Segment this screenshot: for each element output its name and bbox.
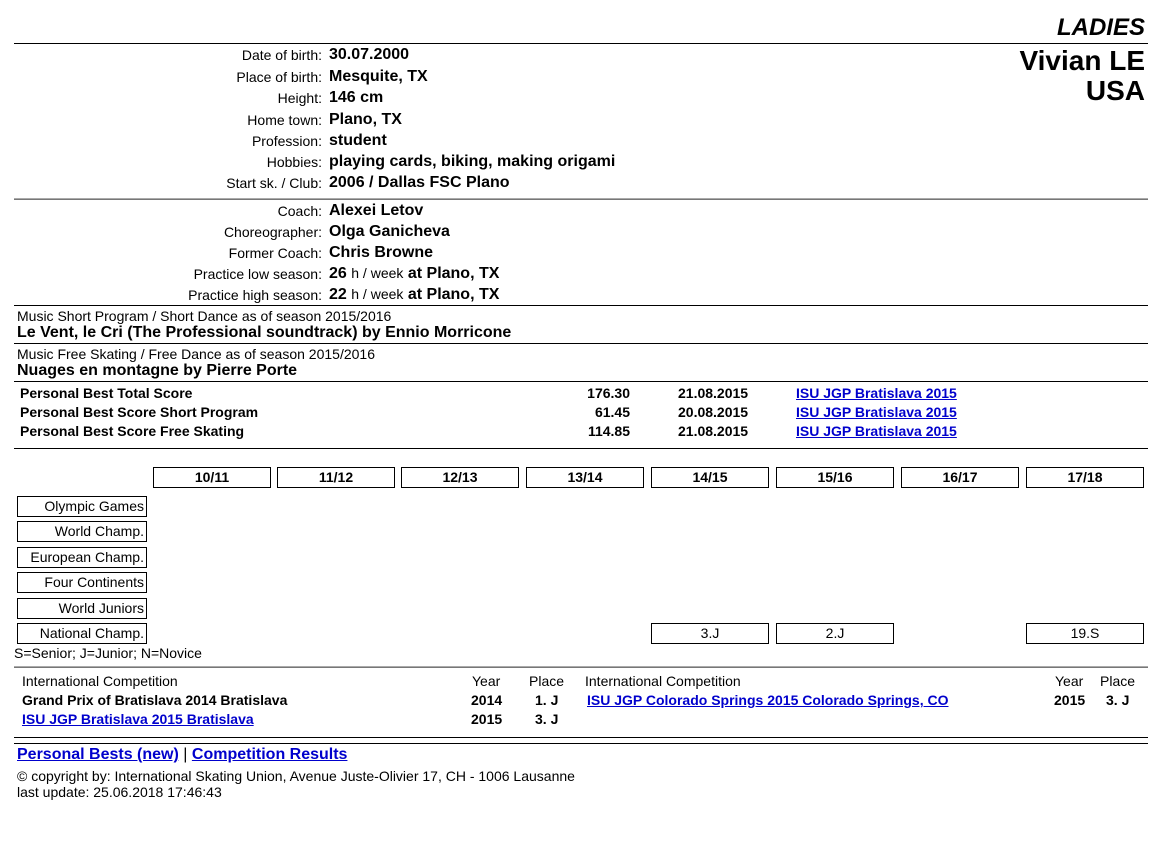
bio-label: Home town: xyxy=(247,112,322,128)
coach-value: Alexei Letov xyxy=(329,202,424,219)
bio-label: Start sk. / Club: xyxy=(226,175,322,191)
event-world-juniors: World Juniors xyxy=(17,598,147,619)
event-world-champ: World Champ. xyxy=(17,521,147,542)
intl-col-place: Place xyxy=(529,673,565,689)
pb-event-link[interactable]: ISU JGP Bratislava 2015 xyxy=(796,423,957,439)
intl-col-year: Year xyxy=(472,673,501,689)
bio-value: 2006 / Dallas FSC Plano xyxy=(329,174,510,191)
bio-label: Hobbies: xyxy=(266,154,322,170)
pb-label: Personal Best Total Score xyxy=(20,385,193,401)
footer-links xyxy=(17,746,347,764)
intl-col-year: Year xyxy=(1055,673,1084,689)
category-label: LADIES xyxy=(1056,14,1145,41)
music-free-label: Music Free Skating / Free Dance as of season 2015/2016 xyxy=(17,346,375,362)
season-header: 10/11 xyxy=(153,467,271,488)
bio-label: Height: xyxy=(277,90,322,106)
practice-hours: 22 xyxy=(329,286,347,303)
music-short-title: Le Vent, le Cri (The Professional soundtrack) by Ennio Morricone xyxy=(17,324,512,341)
practice-unit: h / week xyxy=(351,265,404,281)
coach-label: Coach: xyxy=(277,203,322,219)
national-result-14-15: 3.J xyxy=(651,623,769,644)
pb-date: 20.08.2015 xyxy=(678,404,749,420)
event-national-champ: National Champ. xyxy=(17,623,147,644)
bio-value: 146 cm xyxy=(329,89,384,106)
season-header: 15/16 xyxy=(776,467,894,488)
bio-value: playing cards, biking, making origami xyxy=(329,153,616,170)
national-result-17-18: 19.S xyxy=(1026,623,1144,644)
practice-low-value xyxy=(329,265,499,283)
competition-results-link[interactable]: Competition Results xyxy=(191,746,348,763)
copyright-text: © copyright by: International Skating Union, Avenue Juste-Olivier 17, CH - 1006 Lausanne xyxy=(17,768,575,784)
last-update-text: last update: 25.06.2018 17:46:43 xyxy=(17,784,222,800)
season-header: 13/14 xyxy=(526,467,644,488)
practice-place: at Plano, TX xyxy=(407,286,500,303)
divider xyxy=(14,737,1148,738)
intl-col-comp: International Competition xyxy=(585,673,741,689)
intl-comp-name: Grand Prix of Bratislava 2014 Bratislava xyxy=(22,692,288,708)
skater-name: Vivian LE xyxy=(1019,45,1145,76)
event-european-champ: European Champ. xyxy=(17,547,147,568)
divider xyxy=(14,43,1148,44)
intl-comp-link[interactable]: ISU JGP Bratislava 2015 Bratislava xyxy=(22,711,254,727)
music-free-title: Nuages en montagne by Pierre Porte xyxy=(17,362,298,379)
bio-value: student xyxy=(329,132,387,149)
level-legend: S=Senior; J=Junior; N=Novice xyxy=(14,645,202,661)
intl-comp-year: 2015 xyxy=(471,711,503,727)
pb-score: 61.45 xyxy=(594,404,630,420)
intl-col-comp: International Competition xyxy=(22,673,178,689)
intl-comp-link[interactable]: ISU JGP Colorado Springs 2015 Colorado Springs, CO xyxy=(587,692,949,708)
pb-score: 114.85 xyxy=(587,423,630,439)
practice-high-value xyxy=(329,286,499,304)
season-header: 12/13 xyxy=(401,467,519,488)
practice-place: at Plano, TX xyxy=(407,265,500,282)
season-header: 16/17 xyxy=(901,467,1019,488)
intl-comp-year: 2015 xyxy=(1054,692,1086,708)
personal-bests-link[interactable]: Personal Bests (new) xyxy=(17,746,179,763)
season-header: 17/18 xyxy=(1026,467,1144,488)
event-four-continents: Four Continents xyxy=(17,572,147,593)
pb-event-link[interactable]: ISU JGP Bratislava 2015 xyxy=(796,404,957,420)
practice-unit: h / week xyxy=(351,286,404,302)
choreographer-label: Choreographer: xyxy=(223,224,322,240)
footer-separator: | xyxy=(183,746,188,763)
bio-label: Date of birth: xyxy=(241,47,322,63)
season-header: 14/15 xyxy=(651,467,769,488)
skater-country: USA xyxy=(1085,75,1145,106)
divider xyxy=(14,743,1148,744)
pb-score: 176.30 xyxy=(587,385,630,401)
former-coach-label: Former Coach: xyxy=(228,245,322,261)
divider xyxy=(14,305,1148,306)
divider xyxy=(14,381,1148,382)
pb-date: 21.08.2015 xyxy=(678,423,749,439)
divider xyxy=(14,343,1148,344)
pb-date: 21.08.2015 xyxy=(678,385,749,401)
pb-event-link[interactable]: ISU JGP Bratislava 2015 xyxy=(796,385,957,401)
intl-comp-place: 3. J xyxy=(1106,692,1130,708)
bio-value: Plano, TX xyxy=(329,111,402,128)
divider xyxy=(14,198,1148,200)
divider xyxy=(14,448,1148,449)
divider xyxy=(14,666,1148,668)
bio-value: 30.07.2000 xyxy=(329,46,410,63)
music-short-label: Music Short Program / Short Dance as of season 2015/2016 xyxy=(17,308,392,324)
former-coach-value: Chris Browne xyxy=(329,244,434,261)
intl-comp-place: 1. J xyxy=(535,692,559,708)
bio-label: Place of birth: xyxy=(236,69,322,85)
bio-label: Profession: xyxy=(251,133,322,149)
pb-label: Personal Best Score Short Program xyxy=(20,404,259,420)
bio-value: Mesquite, TX xyxy=(329,68,428,85)
season-header: 11/12 xyxy=(277,467,395,488)
practice-low-label: Practice low season: xyxy=(193,266,322,282)
practice-hours: 26 xyxy=(329,265,347,282)
pb-label: Personal Best Score Free Skating xyxy=(20,423,245,439)
intl-col-place: Place xyxy=(1100,673,1136,689)
intl-comp-year: 2014 xyxy=(471,692,503,708)
intl-comp-place: 3. J xyxy=(535,711,559,727)
choreographer-value: Olga Ganicheva xyxy=(329,223,450,240)
event-olympic-games: Olympic Games xyxy=(17,496,147,517)
national-result-15-16: 2.J xyxy=(776,623,894,644)
practice-high-label: Practice high season: xyxy=(188,287,322,303)
